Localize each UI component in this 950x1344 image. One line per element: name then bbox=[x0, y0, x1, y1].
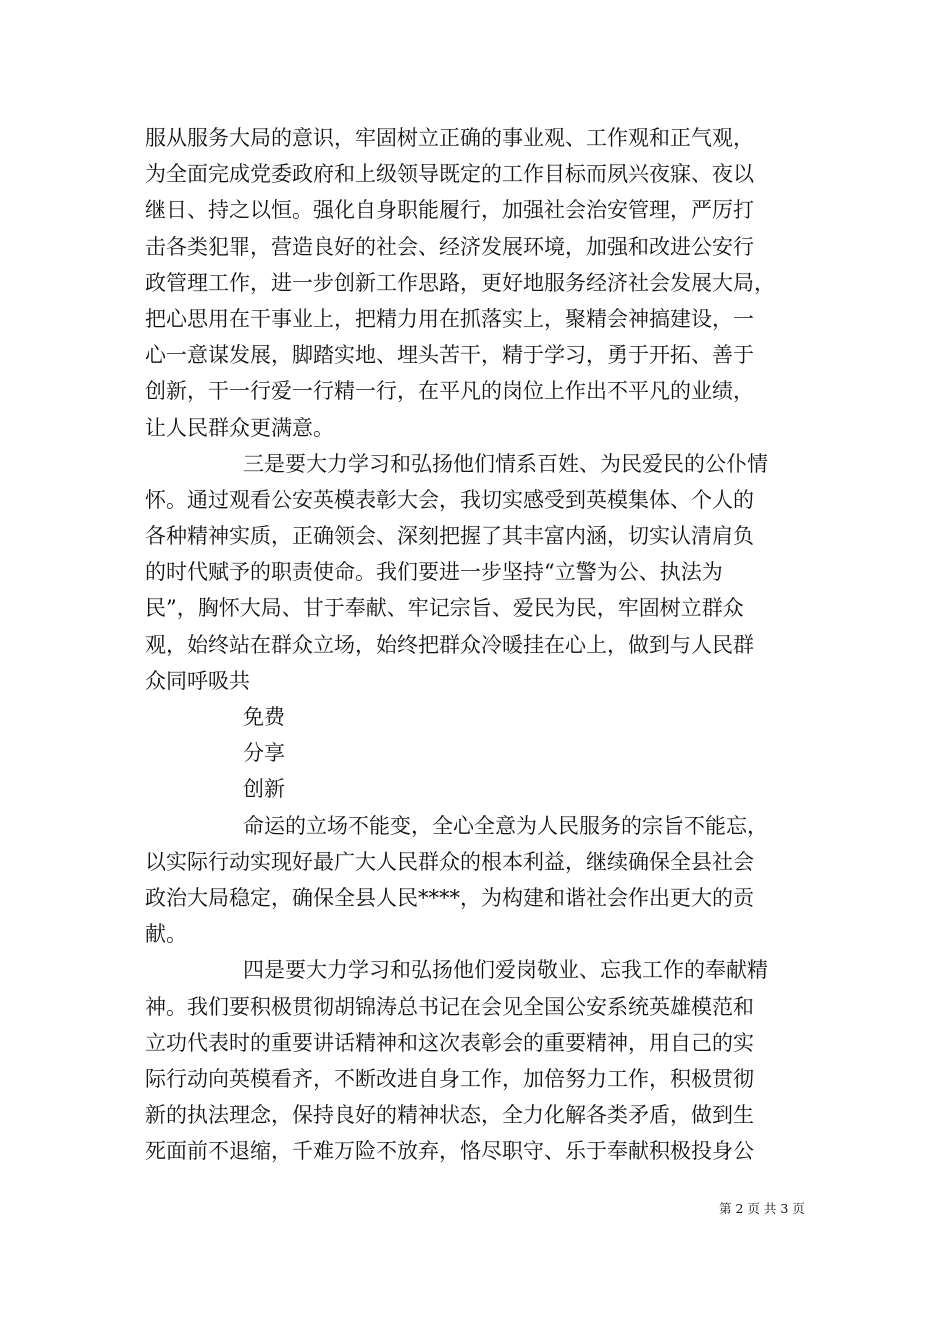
text-line: 新的执法理念，保持良好的精神状态，全力化解各类矛盾，做到生 bbox=[145, 1103, 754, 1128]
text-line: 立功代表时的重要讲话精神和这次表彰会的重要精神，用自己的实 bbox=[145, 1030, 754, 1055]
page-number-footer: 第 2 页 共 3 页 bbox=[719, 1201, 805, 1216]
text-line: 为全面完成党委政府和上级领导既定的工作目标而夙兴夜寐、夜以 bbox=[145, 162, 754, 187]
text-line: 际行动向英模看齐，不断改进自身工作，加倍努力工作，积极贯彻 bbox=[145, 1066, 754, 1091]
text-line: 创新，干一行爱一行精一行，在平凡的岗位上作出不平凡的业绩， bbox=[145, 379, 754, 404]
text-line: 心一意谋发展，脚踏实地、埋头苦干，精于学习，勇于开拓、善于 bbox=[145, 343, 754, 368]
text-line: 继日、持之以恒。强化自身职能履行，加强社会治安管理，严厉打 bbox=[145, 198, 754, 223]
text-line: 民”，胸怀大局、甘于奉献、牢记宗旨、爱民为民，牢固树立群众 bbox=[145, 596, 744, 621]
text-line: 让人民群众更满意。 bbox=[145, 415, 334, 440]
text-line: 的时代赋予的职责使命。我们要进一步坚持“立警为公、执法为 bbox=[145, 560, 723, 585]
paragraph-start-line: 四是要大力学习和弘扬他们爱岗敬业、忘我工作的奉献精 bbox=[243, 958, 768, 983]
text-line: 政治大局稳定，确保全县人民****，为构建和谐社会作出更大的贡 bbox=[145, 885, 754, 910]
text-line: 击各类犯罪，营造良好的社会、经济发展环境，加强和改进公安行 bbox=[145, 234, 754, 259]
watermark-word-innovate: 创新 bbox=[243, 777, 285, 802]
text-line: 神。我们要积极贯彻胡锦涛总书记在会见全国公安系统英雄模范和 bbox=[145, 994, 754, 1019]
text-line: 各种精神实质，正确领会、深刻把握了其丰富内涵，切实认清肩负 bbox=[145, 524, 754, 549]
watermark-word-free: 免费 bbox=[243, 705, 285, 729]
body-text bbox=[145, 120, 825, 1169]
text-line: 死面前不退缩，千难万险不放弃，恪尽职守、乐于奉献积极投身公 bbox=[145, 1139, 754, 1164]
text-line: 服从服务大局的意识，牢固树立正确的事业观、工作观和正气观， bbox=[145, 126, 754, 150]
text-line: 怀。通过观看公安英模表彰大会，我切实感受到英模集体、个人的 bbox=[145, 487, 754, 512]
text-line: 众同呼吸共 bbox=[145, 668, 250, 693]
paragraph-start-line: 命运的立场不能变，全心全意为人民服务的宗旨不能忘， bbox=[243, 813, 768, 838]
paragraph-start-line: 三是要大力学习和弘扬他们情系百姓、为民爱民的公仆情 bbox=[243, 451, 768, 476]
text-line: 观，始终站在群众立场，始终把群众冷暖挂在心上，做到与人民群 bbox=[145, 632, 754, 657]
text-line: 政管理工作，进一步创新工作思路，更好地服务经济社会发展大局， bbox=[145, 270, 775, 295]
text-line: 献。 bbox=[145, 922, 187, 947]
text-line: 以实际行动实现好最广大人民群众的根本利益，继续确保全县社会 bbox=[145, 849, 754, 874]
text-line: 把心思用在干事业上，把精力用在抓落实上，聚精会神搞建设，一 bbox=[145, 306, 754, 331]
watermark-word-share: 分享 bbox=[243, 741, 285, 766]
